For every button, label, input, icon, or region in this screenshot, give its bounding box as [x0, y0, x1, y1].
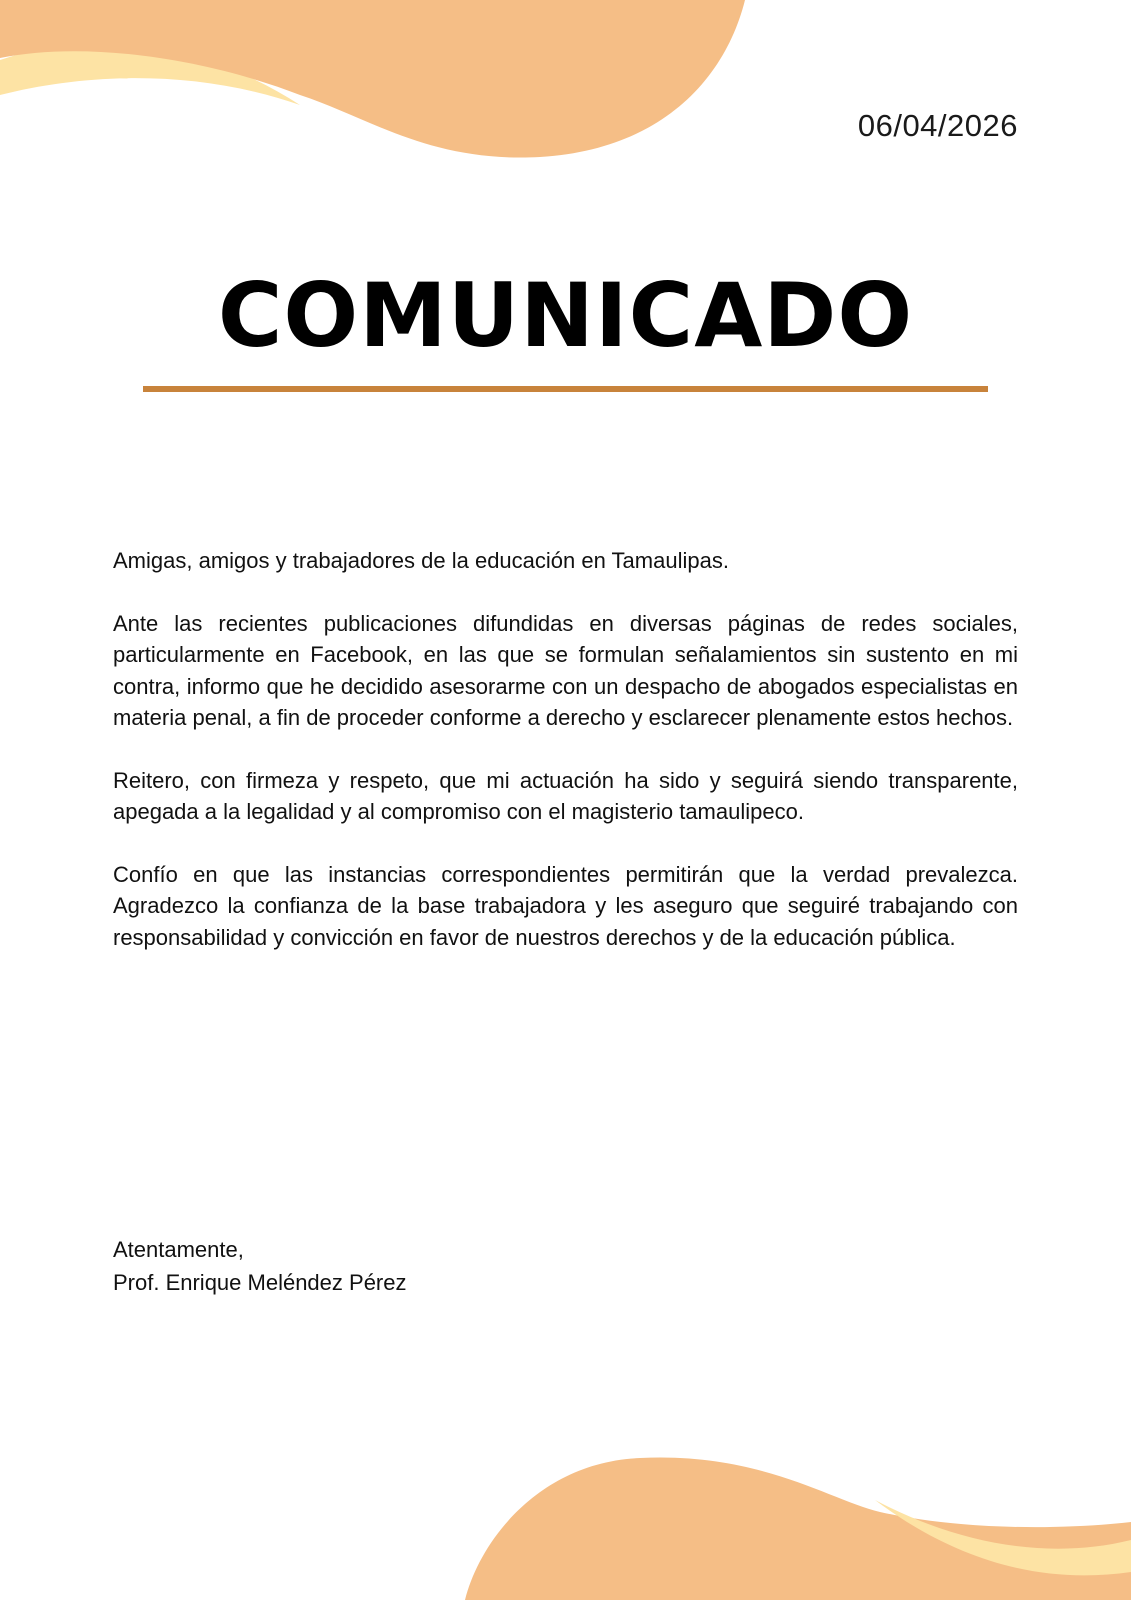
bottom-yellow-swoosh — [875, 1500, 1131, 1575]
body-paragraph-2: Reitero, con firmeza y respeto, que mi actuación ha sido y seguirá siendo transparente, apegada a la legalidad y al compromiso con el magisterio tamaulipeco. — [113, 767, 1018, 824]
greeting-paragraph: Amigas, amigos y trabajadores de la educación en Tamaulipas. — [113, 548, 729, 573]
top-orange-blob — [0, 0, 745, 158]
document-title: COMUNICADO — [217, 264, 914, 367]
body-paragraph-3: Confío en que las instancias correspondientes permitirán que la verdad prevalezca. Agradezco la confianza de la base trabajadora y les aseguro que seguiré trabajando con responsabilidad y convicción en favor de nuestros derechos y de la educación pública. — [113, 861, 1018, 950]
body-paragraph-1: Ante las recientes publicaciones difundidas en diversas páginas de redes sociales, particularmente en Facebook, en las que se formulan señalamientos sin sustento en mi contra, informo que he decidido asesorarme con un despacho de abogados especialistas en materia penal, a fin de proceder conforme a derecho y esclarecer plenamente estos hechos. — [113, 610, 1018, 730]
title-underline — [143, 386, 988, 392]
signature-name: Prof. Enrique Meléndez Pérez — [113, 1270, 407, 1295]
closing-salutation: Atentamente, — [113, 1237, 244, 1262]
document-body — [113, 545, 1018, 984]
top-yellow-swoosh — [0, 44, 300, 105]
closing-block — [113, 1233, 407, 1299]
bottom-orange-blob — [465, 1457, 1131, 1600]
document-date: 06/04/2026 — [857, 108, 1018, 143]
